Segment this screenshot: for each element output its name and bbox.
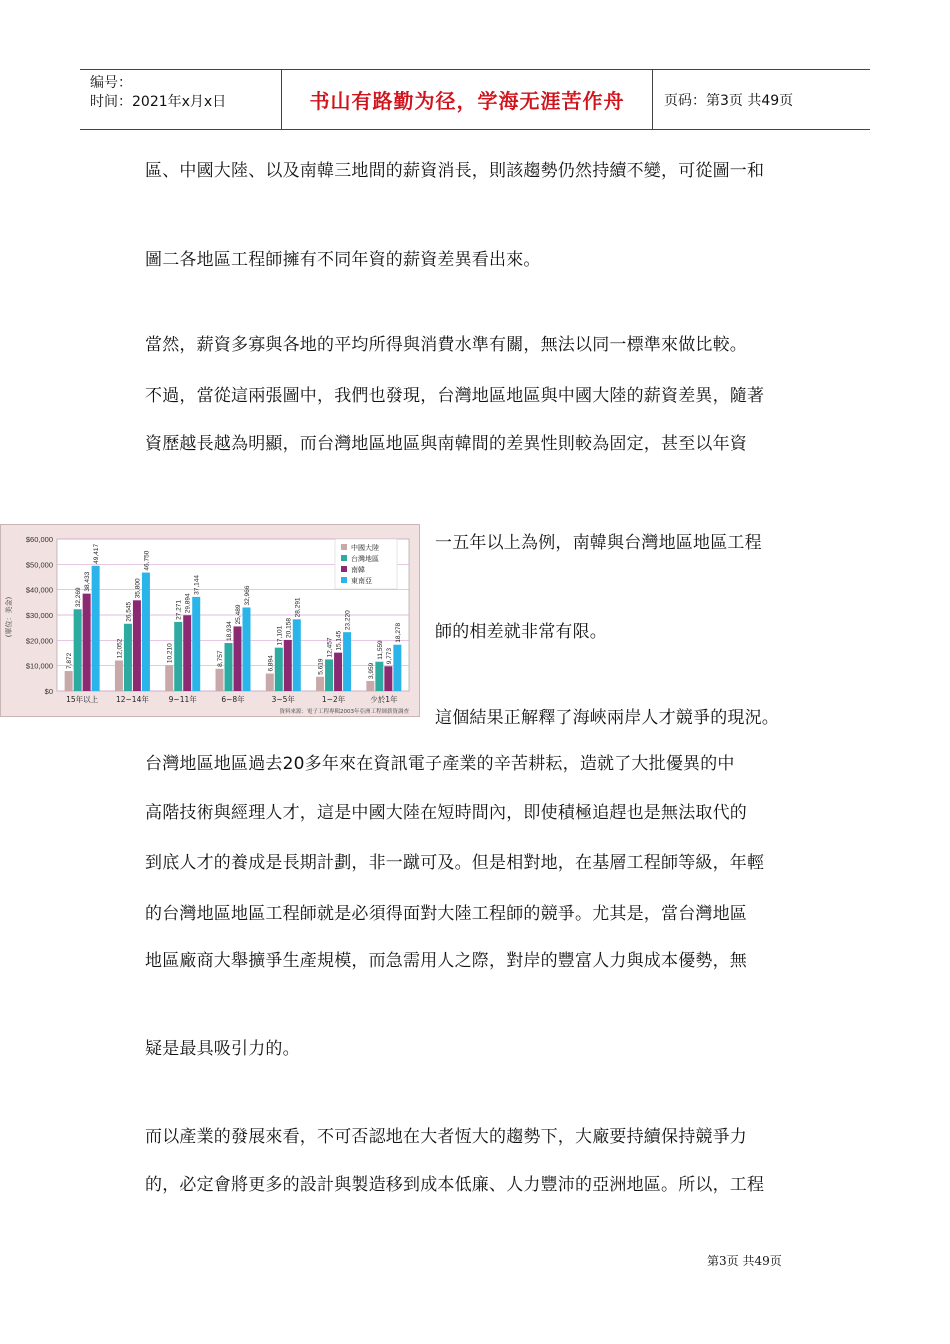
y-axis-label: (單位：美金) bbox=[5, 596, 13, 638]
body-line: 這個結果正解釋了海峽兩岸人才競爭的現況。 bbox=[435, 708, 779, 728]
bar bbox=[225, 643, 233, 691]
bar bbox=[133, 600, 141, 691]
y-tick-label: $40,000 bbox=[25, 585, 53, 595]
bar bbox=[316, 677, 324, 691]
body-line: 的，必定會將更多的設計與製造移到成本低廉、人力豐沛的亞洲地區。所以，工程 bbox=[145, 1175, 765, 1195]
salary-chart bbox=[0, 524, 420, 717]
y-tick-label: $10,000 bbox=[25, 661, 53, 671]
bar-value-label: 23,220 bbox=[344, 610, 352, 631]
bar-value-label: 20,158 bbox=[285, 618, 293, 638]
bar bbox=[375, 662, 383, 691]
bar bbox=[92, 566, 100, 691]
body-line: 疑是最具吸引力的。 bbox=[145, 1039, 300, 1059]
x-tick-label: 1~2年 bbox=[321, 695, 346, 704]
body-line: 師的相差就非常有限。 bbox=[435, 622, 607, 642]
bar-value-label: 3,959 bbox=[367, 662, 375, 679]
legend-label: 南韓 bbox=[351, 566, 365, 574]
bar-value-label: 27,271 bbox=[175, 600, 183, 620]
legend-label: 東南亞 bbox=[351, 577, 372, 585]
time-label: 时间：2021年x月x日 bbox=[90, 94, 227, 110]
number-label: 编号： bbox=[90, 75, 132, 91]
x-tick-label: 少於1年 bbox=[370, 695, 398, 704]
footer-page-label: 第3页 共49页 bbox=[707, 1254, 782, 1268]
header-motto: 书山有路勤为径，学海无涯苦作舟 bbox=[309, 89, 625, 113]
body-line: 一五年以上為例，南韓與台灣地區地區工程 bbox=[435, 533, 762, 553]
body-line: 當然，薪資多寡與各地的平均所得與消費水準有關，無法以同一標準來做比較。 bbox=[145, 335, 747, 355]
legend-swatch bbox=[341, 544, 347, 550]
bar bbox=[165, 665, 173, 691]
legend-label: 中國大陸 bbox=[351, 544, 379, 552]
bar-value-label: 17,101 bbox=[276, 625, 284, 646]
bar-value-label: 49,417 bbox=[93, 543, 101, 564]
bar-value-label: 7,872 bbox=[66, 652, 74, 670]
bar bbox=[124, 624, 132, 691]
bar bbox=[266, 674, 274, 691]
x-tick-label: 3~5年 bbox=[271, 695, 295, 704]
x-tick-label: 6~8年 bbox=[221, 695, 245, 704]
bar-value-label: 25,489 bbox=[235, 604, 242, 625]
y-tick-label: $0 bbox=[44, 687, 53, 696]
bar bbox=[243, 607, 251, 691]
bar-value-label: 6,894 bbox=[267, 655, 275, 672]
body-line: 資歷越長越為明顯，而台灣地區地區與南韓間的差異性則較為固定，甚至以年資 bbox=[145, 434, 747, 454]
bar bbox=[115, 660, 123, 691]
bar-value-label: 12,457 bbox=[326, 637, 334, 658]
legend-label: 台灣地區 bbox=[351, 555, 379, 563]
x-tick-label: 12~14年 bbox=[115, 695, 149, 704]
bar-value-label: 8,757 bbox=[217, 650, 224, 667]
bar bbox=[284, 640, 292, 691]
bar-value-label: 32,269 bbox=[75, 587, 83, 608]
y-tick-label: $60,000 bbox=[25, 535, 53, 544]
body-line: 圖二各地區工程師擁有不同年資的薪資差異看出來。 bbox=[145, 250, 541, 270]
header-page-cell bbox=[652, 70, 870, 129]
bar bbox=[192, 597, 200, 691]
x-tick-label: 9~11年 bbox=[168, 695, 197, 704]
bar bbox=[275, 648, 283, 691]
salary-chart-svg bbox=[1, 525, 421, 718]
legend-swatch bbox=[341, 566, 347, 572]
bar-value-label: 12,052 bbox=[116, 638, 124, 659]
bar-value-label: 29,894 bbox=[184, 593, 192, 614]
bar bbox=[65, 671, 73, 691]
bar bbox=[393, 645, 401, 691]
chart-source-note: 資料來源：電子工程專輯2003年亞洲工程師薪資調查 bbox=[279, 709, 409, 715]
bar-value-label: 35,800 bbox=[134, 578, 142, 599]
bar-value-label: 26,545 bbox=[125, 601, 133, 622]
bar bbox=[325, 659, 333, 691]
header-meta bbox=[80, 70, 280, 129]
body-line: 高階技術與經理人才，這是中國大陸在短時間內，即使積極追趕也是無法取代的 bbox=[145, 803, 747, 823]
x-tick-label: 15年以上 bbox=[66, 695, 99, 704]
bar-value-label: 38,433 bbox=[84, 571, 92, 592]
bar-value-label: 18,278 bbox=[394, 622, 402, 643]
y-tick-label: $50,000 bbox=[25, 560, 53, 570]
body-line: 台灣地區地區過去20多年來在資訊電子產業的辛苦耕耘，造就了大批優異的中 bbox=[145, 754, 735, 774]
body-line: 地區廠商大舉擴爭生產規模，而急需用人之際，對岸的豐富人力與成本優勢，無 bbox=[145, 951, 747, 971]
bar-value-label: 11,559 bbox=[376, 640, 384, 660]
bar bbox=[334, 653, 342, 691]
bar bbox=[83, 594, 91, 691]
body-line: 不過，當從這兩張圖中，我們也發現，台灣地區地區與中國大陸的薪資差異，隨著 bbox=[145, 386, 765, 406]
bar bbox=[74, 609, 82, 691]
body-line: 到底人才的養成是長期計劃，非一蹴可及。但是相對地，在基層工程師等級，年輕 bbox=[145, 853, 765, 873]
bar bbox=[366, 681, 374, 691]
bar bbox=[384, 666, 392, 691]
bar bbox=[216, 669, 224, 691]
body-line: 區、中國大陸、以及南韓三地間的薪資消長，則該趨勢仍然持續不變，可從圖一和 bbox=[145, 161, 765, 181]
bar bbox=[293, 619, 301, 691]
bar-value-label: 37,144 bbox=[193, 575, 201, 595]
bar-value-label: 32,966 bbox=[244, 585, 251, 606]
body-line: 的台灣地區地區工程師就是必須得面對大陸工程師的競爭。尤其是，當台灣地區 bbox=[145, 904, 747, 924]
header-motto-cell bbox=[281, 70, 653, 129]
bar-value-label: 46,750 bbox=[143, 550, 151, 571]
bar bbox=[174, 622, 182, 691]
body-line: 而以產業的發展來看，不可否認地在大者恆大的趨勢下，大廠要持續保持競爭力 bbox=[145, 1127, 747, 1147]
bar bbox=[343, 632, 351, 691]
bar-value-label: 18,934 bbox=[226, 621, 233, 642]
legend-swatch bbox=[341, 577, 347, 583]
bar bbox=[234, 626, 242, 691]
bar-value-label: 15,145 bbox=[335, 630, 343, 651]
document-header bbox=[80, 69, 870, 130]
bar-value-label: 10,210 bbox=[166, 643, 174, 664]
bar bbox=[183, 615, 191, 691]
bar-value-label: 28,291 bbox=[294, 597, 302, 618]
header-page-label: 页码：第3页 共49页 bbox=[664, 92, 794, 109]
legend-swatch bbox=[341, 555, 347, 561]
bar-value-label: 9,773 bbox=[385, 647, 393, 665]
bar bbox=[142, 573, 150, 691]
bar-value-label: 5,619 bbox=[317, 658, 325, 675]
y-tick-label: $30,000 bbox=[25, 611, 53, 620]
y-tick-label: $20,000 bbox=[25, 636, 53, 646]
